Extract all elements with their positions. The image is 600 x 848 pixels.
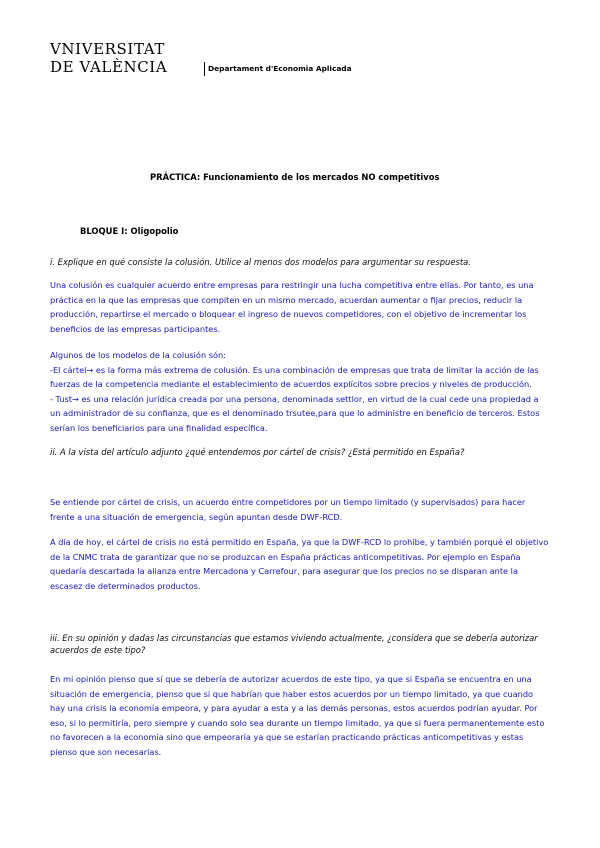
logo-line-1: VNIVERSITAT [50, 40, 165, 58]
answer-2-paragraph-1 [50, 495, 550, 524]
section-heading: BLOQUE I: Oligopolio [80, 226, 179, 236]
answer-text-trust: - Tust→ es una relación jurídica creada por una persona, denominada settlor, en virtud de la cual cede una propiedad a un administrador de su confianza, que es el denominado trsutee,para que lo administre en beneficio de terceros. Estos serían los beneficiarios para una finalidad específica. [50, 393, 540, 433]
answer-text: A día de hoy, el cártel de crisis no está permitido en España, ya que la DWF-RCD lo prohíbe, y también porqué el objetivo de la CNMC trata de garantizar que no se produzcan en España prácticas anticompetitivas. Por ejemplo en España quedaría descartada la alianza entre Mercadona y Carrefour, para asegurar que los precios no se disparan ante la escasez de determinados productos. [50, 537, 549, 591]
question-2: ii. A la vista del artículo adjunto ¿qué entendemos por cártel de crisis? ¿Está permitido en España? [50, 447, 465, 457]
logo-line-2: DE VALÈNCIA [50, 58, 168, 76]
question-3: iii. En su opinión y dadas las circunstancias que estamos viviendo actualmente, ¿considera que se debería autorizar acuerdos de este tipo? [50, 633, 538, 655]
answer-text-heading: Algunos de los modelos de la colusión són: [50, 350, 226, 360]
department-name: Departament d'Economia Aplicada [208, 64, 352, 73]
answer-2-paragraph-2 [50, 535, 550, 593]
document-title: PRÁCTICA: Funcionamiento de los mercados NO competitivos [150, 172, 440, 182]
logo-divider [204, 62, 205, 76]
question-1: i. Explique en qué consiste la colusión. Utilice al menos dos modelos para argumentar su respuesta. [50, 257, 471, 267]
university-logo [50, 40, 352, 80]
answer-text-cartel: -El cártel→ es la forma más extrema de colusión. Es una combinación de empresas que trata de limitar la acción de las fuerzas de la competencia mediante el establecimiento de acuerdos explícitos sobre precios y niveles de producción. [50, 364, 539, 390]
answer-text: Una colusión es cualquier acuerdo entre empresas para restringir una lucha competitiva entre ellas. Por tanto, es una práctica en la que las empresas que compiten en un mismo mercado, acuerdan aumentar o fijar precios, reducir la producción, repartirse el mercado o bloquear el ingreso de nuevos competidores, con el objetivo de incrementar los beneficios de las empresas participantes. [50, 280, 534, 334]
answer-text: Se entiende por cártel de crisis, un acuerdo entre competidores por un tiempo limitado (y supervisados) para hacer frente a una situación de emergencia, según apuntan desde DWF-RCD. [50, 497, 526, 522]
answer-text: En mi opinión pienso que sí que se debería de autorizar acuerdos de este tipo, ya que si España se encuentra en una situación de emergencia, pienso que si que habrían que haber estos acuerdos por un tiempo limitado, ya que cuando hay una crisis la economía empeora, y para ayudar a esta y a las demás personas, estos acuerdos podrían ayudar. Por eso, si lo permitiría, pero siempre y cuando solo sea durante un tiempo limitado, ya que si fuera permanentemente esto no favorecen a la economía sino que empeoraría ya que se estarían practicando prácticas anticompetitivas y estas pienso que son necesarias. [50, 674, 545, 757]
answer-3-paragraph-1 [50, 672, 550, 760]
answer-1-paragraph-1 [50, 278, 550, 336]
answer-1-paragraph-2 [50, 348, 550, 436]
